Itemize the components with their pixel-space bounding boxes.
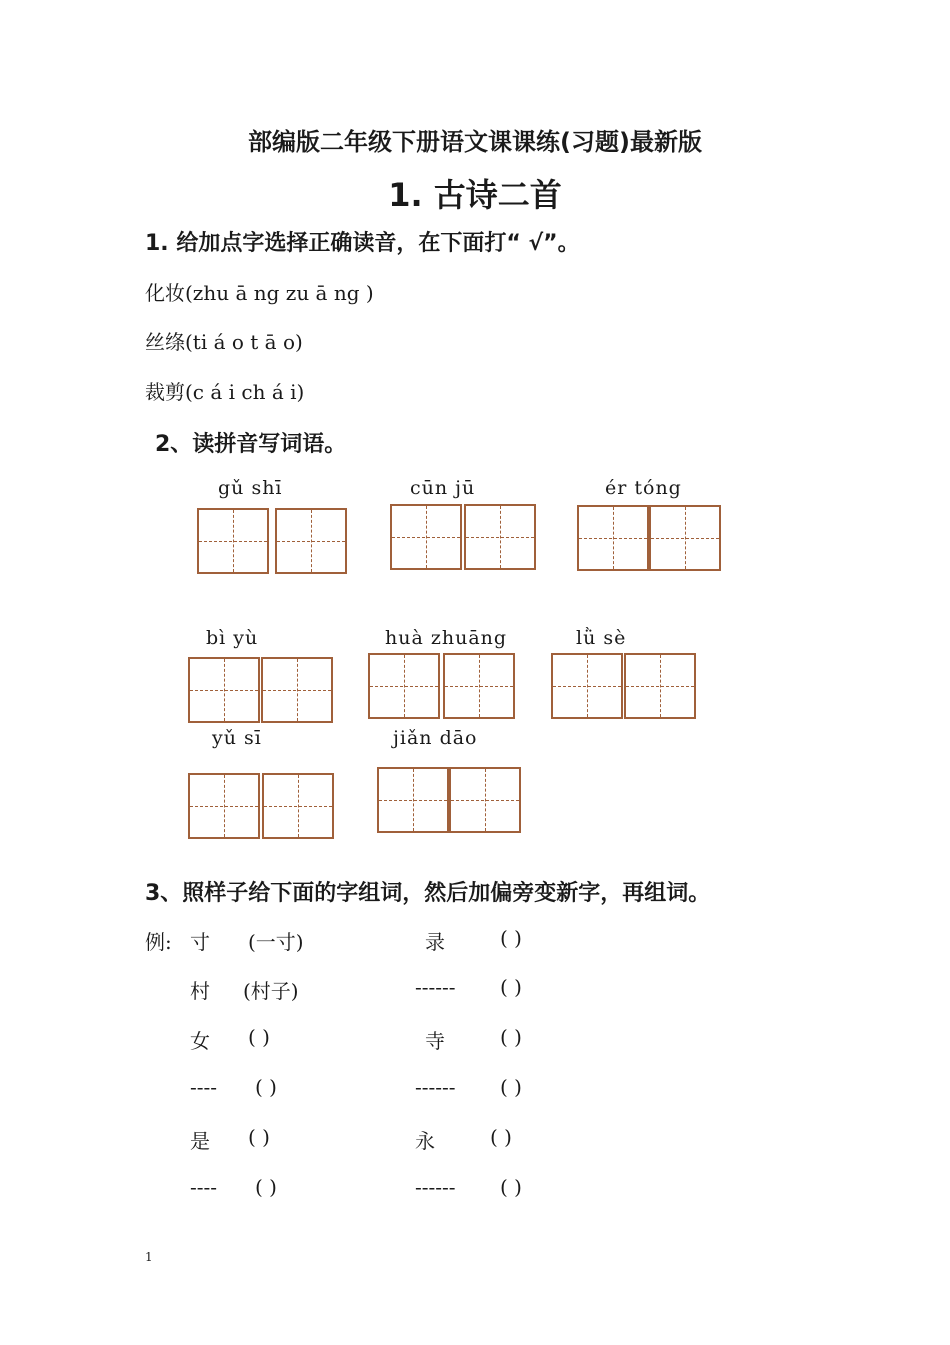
right-char: 永: [415, 1129, 435, 1153]
right-word-blank[interactable]: ( ): [500, 1175, 522, 1199]
left-word-blank[interactable]: ( ): [255, 1075, 277, 1099]
left-char: 寸: [190, 930, 210, 954]
right-char-blank[interactable]: ------: [415, 1175, 456, 1199]
writing-grid-box[interactable]: [577, 505, 649, 571]
pinyin-label: yǔ sī: [212, 727, 262, 749]
question-1-prompt: 1. 给加点字选择正确读音，在下面打“ √”。: [145, 231, 580, 256]
right-word-blank[interactable]: ( ): [500, 926, 522, 950]
pinyin-label: jiǎn dāo: [393, 727, 478, 749]
left-word-blank[interactable]: ( ): [248, 1125, 270, 1149]
q1-item-1: 化妆(zhu ā ng zu ā ng ): [145, 281, 374, 305]
left-word-blank[interactable]: ( ): [248, 1025, 270, 1049]
writing-grid-box[interactable]: [188, 657, 260, 723]
writing-grid-box[interactable]: [649, 505, 721, 571]
writing-grid-box[interactable]: [188, 773, 260, 839]
right-word-blank[interactable]: ( ): [490, 1125, 512, 1149]
left-word-blank: (一寸): [248, 930, 304, 954]
writing-grid-box[interactable]: [449, 767, 521, 833]
example-label: 例:: [145, 930, 172, 954]
left-char: 是: [190, 1129, 210, 1153]
right-char-blank[interactable]: ------: [415, 975, 456, 999]
writing-grid-box[interactable]: [377, 767, 449, 833]
right-char: 录: [425, 930, 445, 954]
writing-grid-box[interactable]: [624, 653, 696, 719]
left-word-blank: (村子): [243, 979, 299, 1003]
writing-grid-box[interactable]: [551, 653, 623, 719]
q1-item-3: 裁剪(c á i ch á i): [145, 380, 305, 404]
left-char: 女: [190, 1029, 210, 1053]
pinyin-label: lǜ sè: [576, 627, 627, 649]
right-word-blank[interactable]: ( ): [500, 1025, 522, 1049]
question-2-prompt: 2、读拼音写词语。: [155, 432, 347, 457]
writing-grid-box[interactable]: [197, 508, 269, 574]
pinyin-label: huà zhuāng: [385, 627, 508, 649]
left-char-blank[interactable]: ----: [190, 1075, 218, 1099]
writing-grid-box[interactable]: [443, 653, 515, 719]
writing-grid-box[interactable]: [464, 504, 536, 570]
writing-grid-box[interactable]: [275, 508, 347, 574]
left-word-blank[interactable]: ( ): [255, 1175, 277, 1199]
right-word-blank[interactable]: ( ): [500, 1075, 522, 1099]
writing-grid-box[interactable]: [368, 653, 440, 719]
document-title: 部编版二年级下册语文课课练(习题)最新版: [248, 128, 702, 156]
pinyin-label: bì yù: [206, 627, 259, 649]
pinyin-label: gǔ shī: [218, 477, 283, 499]
q1-item-2: 丝绦(ti á o t ā o): [145, 330, 303, 354]
page-number: 1: [145, 1250, 153, 1264]
right-char: 寺: [425, 1029, 445, 1053]
writing-grid-box[interactable]: [390, 504, 462, 570]
writing-grid-box[interactable]: [262, 773, 334, 839]
right-word-blank[interactable]: ( ): [500, 975, 522, 999]
question-3-prompt: 3、照样子给下面的字组词，然后加偏旁变新字，再组词。: [145, 881, 711, 906]
writing-grid-box[interactable]: [261, 657, 333, 723]
left-char-blank[interactable]: ----: [190, 1175, 218, 1199]
pinyin-label: ér tóng: [605, 477, 682, 499]
pinyin-label: cūn jū: [410, 477, 476, 499]
right-char-blank[interactable]: ------: [415, 1075, 456, 1099]
lesson-title: 1. 古诗二首: [388, 176, 562, 214]
left-char: 村: [190, 979, 210, 1003]
